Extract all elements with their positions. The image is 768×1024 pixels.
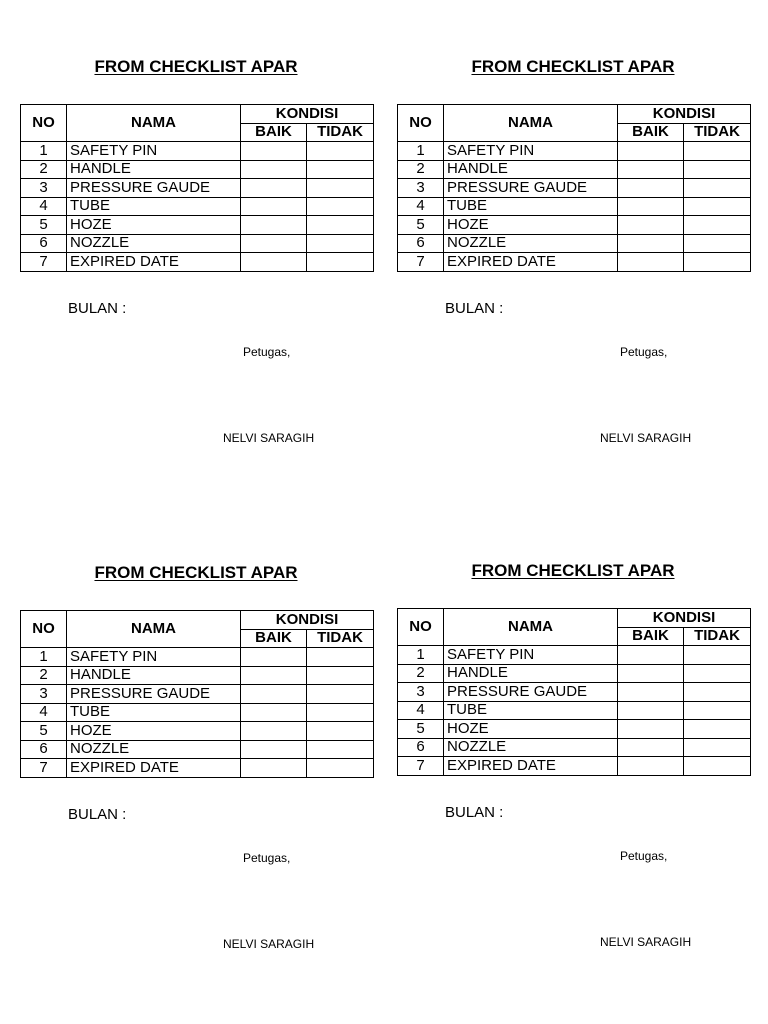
row-no: 7 xyxy=(21,253,67,272)
row-no: 3 xyxy=(21,179,67,198)
row-nama: HANDLE xyxy=(444,160,618,179)
form-title: FROM CHECKLIST APAR xyxy=(471,561,675,580)
baik-cell[interactable] xyxy=(241,197,307,216)
officer-name: NELVI SARAGIH xyxy=(600,935,692,949)
row-nama: HOZE xyxy=(67,722,241,741)
table-row xyxy=(21,197,374,216)
tidak-cell[interactable] xyxy=(684,683,751,702)
row-nama: HANDLE xyxy=(444,664,618,683)
tidak-cell[interactable] xyxy=(307,759,374,778)
row-no: 5 xyxy=(398,720,444,739)
petugas-label: Petugas, xyxy=(243,345,291,359)
row-no: 7 xyxy=(21,759,67,778)
tidak-cell[interactable] xyxy=(684,160,751,179)
row-no: 2 xyxy=(398,664,444,683)
header-tidak: TIDAK xyxy=(307,629,374,648)
tidak-cell[interactable] xyxy=(307,234,374,253)
petugas-label: Petugas, xyxy=(243,851,291,865)
tidak-cell[interactable] xyxy=(684,216,751,235)
row-no: 3 xyxy=(398,683,444,702)
header-nama: NAMA xyxy=(67,105,241,142)
officer-name: NELVI SARAGIH xyxy=(223,937,315,951)
row-nama: TUBE xyxy=(67,197,241,216)
header-baik: BAIK xyxy=(618,123,684,142)
row-no: 6 xyxy=(398,234,444,253)
row-no: 5 xyxy=(21,216,67,235)
tidak-cell[interactable] xyxy=(307,216,374,235)
header-tidak: TIDAK xyxy=(684,627,751,646)
table-row xyxy=(21,160,374,179)
table-row xyxy=(21,740,374,759)
header-nama: NAMA xyxy=(444,609,618,646)
row-no: 6 xyxy=(21,740,67,759)
checklist-table xyxy=(20,104,374,272)
baik-cell[interactable] xyxy=(618,646,684,665)
row-no: 1 xyxy=(21,142,67,161)
checklist-table xyxy=(397,608,751,776)
baik-cell[interactable] xyxy=(241,703,307,722)
table-header-row xyxy=(21,105,374,124)
row-no: 5 xyxy=(398,216,444,235)
row-no: 4 xyxy=(21,197,67,216)
baik-cell[interactable] xyxy=(618,234,684,253)
baik-cell[interactable] xyxy=(618,757,684,776)
table-row xyxy=(398,646,751,665)
tidak-cell[interactable] xyxy=(684,142,751,161)
table-row xyxy=(21,759,374,778)
officer-name: NELVI SARAGIH xyxy=(223,431,315,445)
header-kondisi: KONDISI xyxy=(241,105,374,124)
baik-cell[interactable] xyxy=(618,664,684,683)
table-row xyxy=(398,179,751,198)
table-row xyxy=(398,757,751,776)
baik-cell[interactable] xyxy=(241,160,307,179)
row-nama: PRESSURE GAUDE xyxy=(67,179,241,198)
table-row xyxy=(21,253,374,272)
table-row xyxy=(398,738,751,757)
baik-cell[interactable] xyxy=(241,234,307,253)
tidak-cell[interactable] xyxy=(307,179,374,198)
row-nama: SAFETY PIN xyxy=(67,142,241,161)
bulan-label: BULAN : xyxy=(68,806,127,823)
tidak-cell[interactable] xyxy=(307,666,374,685)
row-no: 2 xyxy=(398,160,444,179)
tidak-cell[interactable] xyxy=(684,664,751,683)
header-kondisi: KONDISI xyxy=(241,611,374,630)
header-baik: BAIK xyxy=(241,123,307,142)
header-no: NO xyxy=(398,105,444,142)
checklist-table xyxy=(397,104,751,272)
row-no: 7 xyxy=(398,757,444,776)
row-nama: PRESSURE GAUDE xyxy=(444,179,618,198)
tidak-cell[interactable] xyxy=(307,722,374,741)
baik-cell[interactable] xyxy=(618,197,684,216)
tidak-cell[interactable] xyxy=(684,197,751,216)
row-no: 6 xyxy=(398,738,444,757)
row-no: 2 xyxy=(21,666,67,685)
form-title: FROM CHECKLIST APAR xyxy=(94,563,298,582)
row-no: 1 xyxy=(398,646,444,665)
row-nama: PRESSURE GAUDE xyxy=(444,683,618,702)
table-row xyxy=(21,703,374,722)
row-nama: NOZZLE xyxy=(67,740,241,759)
baik-cell[interactable] xyxy=(241,740,307,759)
table-row xyxy=(398,234,751,253)
row-nama: NOZZLE xyxy=(67,234,241,253)
row-no: 5 xyxy=(21,722,67,741)
form-title: FROM CHECKLIST APAR xyxy=(94,57,298,76)
table-row xyxy=(21,648,374,667)
baik-cell[interactable] xyxy=(618,160,684,179)
baik-cell[interactable] xyxy=(241,216,307,235)
header-baik: BAIK xyxy=(241,629,307,648)
tidak-cell[interactable] xyxy=(684,701,751,720)
table-row xyxy=(398,197,751,216)
baik-cell[interactable] xyxy=(241,253,307,272)
tidak-cell[interactable] xyxy=(307,685,374,704)
tidak-cell[interactable] xyxy=(307,740,374,759)
row-no: 1 xyxy=(398,142,444,161)
table-row xyxy=(21,722,374,741)
row-nama: EXPIRED DATE xyxy=(444,757,618,776)
checklist-form-1 xyxy=(20,57,380,457)
row-nama: EXPIRED DATE xyxy=(444,253,618,272)
header-no: NO xyxy=(21,105,67,142)
tidak-cell[interactable] xyxy=(684,253,751,272)
baik-cell[interactable] xyxy=(241,685,307,704)
row-no: 4 xyxy=(398,701,444,720)
petugas-label: Petugas, xyxy=(620,849,668,863)
baik-cell[interactable] xyxy=(241,648,307,667)
bulan-label: BULAN : xyxy=(445,300,504,317)
row-nama: HANDLE xyxy=(67,160,241,179)
baik-cell[interactable] xyxy=(618,720,684,739)
tidak-cell[interactable] xyxy=(684,179,751,198)
header-tidak: TIDAK xyxy=(307,123,374,142)
row-nama: HOZE xyxy=(444,720,618,739)
baik-cell[interactable] xyxy=(241,666,307,685)
table-row xyxy=(398,720,751,739)
row-nama: TUBE xyxy=(67,703,241,722)
row-nama: HOZE xyxy=(444,216,618,235)
baik-cell[interactable] xyxy=(241,722,307,741)
row-nama: SAFETY PIN xyxy=(444,646,618,665)
petugas-label: Petugas, xyxy=(620,345,668,359)
baik-cell[interactable] xyxy=(618,179,684,198)
baik-cell[interactable] xyxy=(618,683,684,702)
tidak-cell[interactable] xyxy=(684,757,751,776)
row-nama: EXPIRED DATE xyxy=(67,759,241,778)
table-row xyxy=(398,142,751,161)
header-no: NO xyxy=(398,609,444,646)
row-nama: EXPIRED DATE xyxy=(67,253,241,272)
tidak-cell[interactable] xyxy=(684,720,751,739)
row-no: 3 xyxy=(398,179,444,198)
table-row xyxy=(398,683,751,702)
checklist-table xyxy=(20,610,374,778)
row-nama: TUBE xyxy=(444,197,618,216)
table-row xyxy=(21,234,374,253)
row-no: 7 xyxy=(398,253,444,272)
header-baik: BAIK xyxy=(618,627,684,646)
baik-cell[interactable] xyxy=(618,701,684,720)
table-row xyxy=(398,701,751,720)
table-header-row xyxy=(398,105,751,124)
officer-name: NELVI SARAGIH xyxy=(600,431,692,445)
table-row xyxy=(398,160,751,179)
table-header-row xyxy=(398,609,751,628)
tidak-cell[interactable] xyxy=(684,234,751,253)
table-row xyxy=(398,216,751,235)
header-kondisi: KONDISI xyxy=(618,609,751,628)
header-no: NO xyxy=(21,611,67,648)
tidak-cell[interactable] xyxy=(684,738,751,757)
baik-cell[interactable] xyxy=(241,179,307,198)
baik-cell[interactable] xyxy=(241,142,307,161)
tidak-cell[interactable] xyxy=(307,160,374,179)
header-nama: NAMA xyxy=(67,611,241,648)
baik-cell[interactable] xyxy=(618,142,684,161)
row-nama: SAFETY PIN xyxy=(67,648,241,667)
table-row xyxy=(21,666,374,685)
table-row xyxy=(21,685,374,704)
checklist-form-3 xyxy=(20,563,380,963)
row-nama: SAFETY PIN xyxy=(444,142,618,161)
table-row xyxy=(21,142,374,161)
row-nama: NOZZLE xyxy=(444,738,618,757)
row-no: 4 xyxy=(398,197,444,216)
tidak-cell[interactable] xyxy=(307,142,374,161)
row-nama: NOZZLE xyxy=(444,234,618,253)
bulan-label: BULAN : xyxy=(445,804,504,821)
table-row xyxy=(398,664,751,683)
row-no: 4 xyxy=(21,703,67,722)
tidak-cell[interactable] xyxy=(307,253,374,272)
tidak-cell[interactable] xyxy=(307,197,374,216)
baik-cell[interactable] xyxy=(618,216,684,235)
table-row xyxy=(21,216,374,235)
header-tidak: TIDAK xyxy=(684,123,751,142)
form-title: FROM CHECKLIST APAR xyxy=(471,57,675,76)
table-row xyxy=(21,179,374,198)
row-no: 6 xyxy=(21,234,67,253)
row-nama: HANDLE xyxy=(67,666,241,685)
checklist-form-4 xyxy=(397,561,757,961)
table-row xyxy=(398,253,751,272)
baik-cell[interactable] xyxy=(618,738,684,757)
bulan-label: BULAN : xyxy=(68,300,127,317)
row-no: 2 xyxy=(21,160,67,179)
table-header-row xyxy=(21,611,374,630)
tidak-cell[interactable] xyxy=(684,646,751,665)
row-nama: PRESSURE GAUDE xyxy=(67,685,241,704)
baik-cell[interactable] xyxy=(618,253,684,272)
baik-cell[interactable] xyxy=(241,759,307,778)
header-kondisi: KONDISI xyxy=(618,105,751,124)
row-nama: TUBE xyxy=(444,701,618,720)
tidak-cell[interactable] xyxy=(307,648,374,667)
header-nama: NAMA xyxy=(444,105,618,142)
checklist-form-2 xyxy=(397,57,757,457)
tidak-cell[interactable] xyxy=(307,703,374,722)
row-no: 1 xyxy=(21,648,67,667)
row-nama: HOZE xyxy=(67,216,241,235)
row-no: 3 xyxy=(21,685,67,704)
